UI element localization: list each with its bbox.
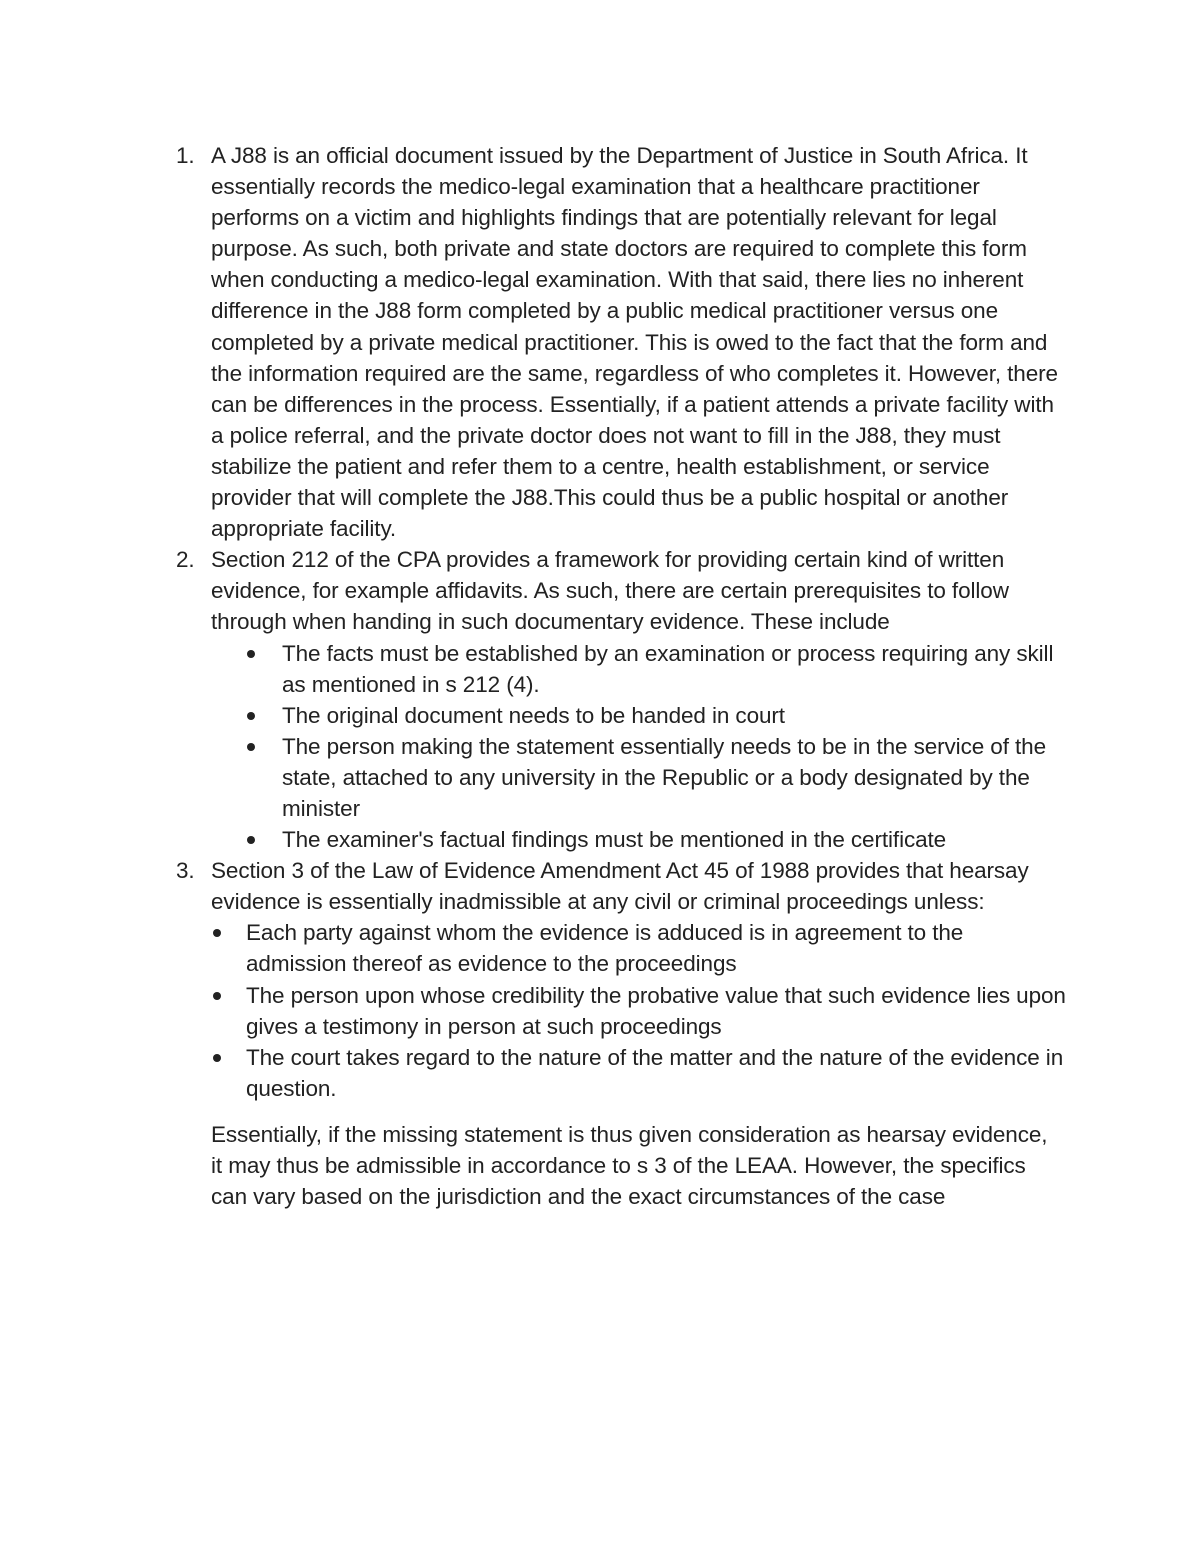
bullet-dot-icon [247,712,255,720]
list-item-3 [0,855,1059,917]
item-3-bullet-3 [211,1042,1068,1104]
item-3-bullet-list [0,917,1200,1104]
bullet-dot-icon [213,929,221,937]
item-2-bullet-1 [211,638,1067,700]
item-3-bullet-1 [211,917,1068,979]
bullet-text: The facts must be established by an examination or process requiring any skill as mentioned in s 212 (4). [282,640,1054,697]
closing-paragraph: Essentially, if the missing statement is thus given consideration as hearsay evidence, it may thus be admissible in accordance to s 3 of the LEAA. However, the specifics can vary based on the jurisdiction and the exact circumstances of the case [211,1121,1048,1210]
bullet-dot-icon [213,1054,221,1062]
list-item-2 [0,544,1059,637]
bullet-dot-icon [247,650,255,658]
list-item-1 [0,140,1059,544]
item-number-2: 2. [176,547,195,573]
item-2-bullet-list [0,638,1200,856]
bullet-text: The examiner's factual findings must be mentioned in the certificate [282,827,947,853]
bullet-text: The court takes regard to the nature of the matter and the nature of the evidence in question. [246,1044,1064,1101]
item-text-3: Section 3 of the Law of Evidence Amendment Act 45 of 1988 provides that hearsay evidence is essentially inadmissible at any civil or criminal proceedings unless: [211,858,1029,915]
bullet-text: The person making the statement essentially needs to be in the service of the state, attached to any university in the Republic or a body designated by the minister [282,733,1046,821]
bullet-text: The original document needs to be handed in court [282,702,785,728]
item-text-2: Section 212 of the CPA provides a framework for providing certain kind of written evidence, for example affidavits. As such, there are certain prerequisites to follow through when handing in such documentary evidence. These include [211,547,1009,635]
bullet-dot-icon [247,743,255,751]
bullet-dot-icon [247,836,255,844]
item-text-1: A J88 is an official document issued by the Department of Justice in South Africa. It essentially records the medico-legal examination that a healthcare practitioner performs on a victim and highlights findings that are potentially relevant for legal purpose. As such, both private and state doctors are required to complete this form when conducting a medico-legal examination. With that said, there lies no inherent difference in the J88 form completed by a public medical practitioner versus one completed by a private medical practitioner. This is owed to the fact that the form and the information required are the same, regardless of who completes it. However, there can be differences in the process. Essentially, if a patient attends a private facility with a police referral, and the private doctor does not want to fill in the J88, they must stabilize the patient and refer them to a centre, health establishment, or service provider that will complete the J88.This could thus be a public hospital or another appropriate facility. [211,143,1058,542]
item-3-bullet-2 [211,980,1068,1042]
item-2-bullet-2 [211,700,1067,731]
document-body [0,140,1200,1212]
bullet-dot-icon [213,992,221,1000]
item-number-1: 1. [176,143,195,168]
bullet-text: Each party against whom the evidence is adduced is in agreement to the admission thereof as evidence to the proceedings [246,920,964,977]
item-number-3: 3. [176,858,195,884]
bullet-text: The person upon whose credibility the probative value that such evidence lies upon gives a testimony in person at such proceedings [246,982,1066,1039]
item-2-bullet-4 [211,824,1067,855]
item-2-bullet-3 [211,731,1067,824]
